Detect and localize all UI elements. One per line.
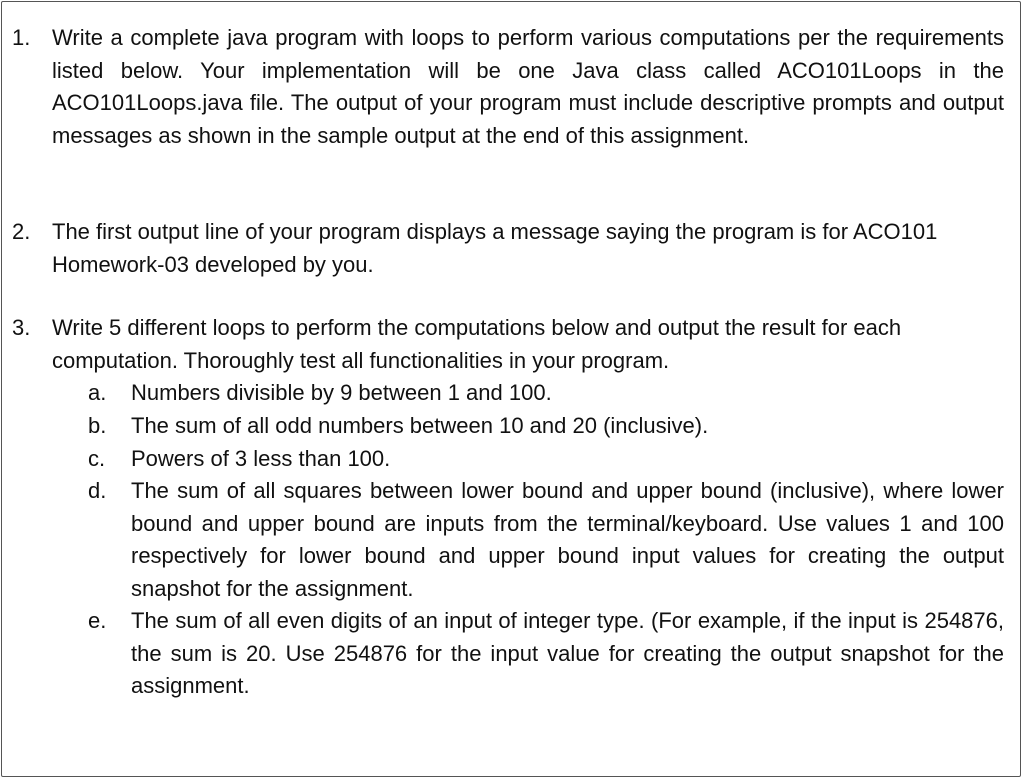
subitem-letter: a. bbox=[88, 380, 107, 405]
item-number: 2. bbox=[12, 219, 31, 244]
item-text: Write 5 different loops to perform the computations below and output the result for each computation. Thoroughly test all functionalities in your program. bbox=[52, 315, 902, 373]
subitem-text: Numbers divisible by 9 between 1 and 100. bbox=[131, 380, 552, 405]
item-number: 3. bbox=[12, 315, 31, 340]
subitem-letter: c. bbox=[88, 446, 106, 471]
subitem-letter: b. bbox=[88, 413, 107, 438]
item-text: Write a complete java program with loops to perform various computations per the requirements listed below. Your implementation will be one Java class called ACO101Loops in the ACO101Loops.java file. The output of your program must include descriptive prompts and output messages as shown in the sample output at the end of this assignment. bbox=[52, 25, 1004, 148]
subitem-letter: e. bbox=[88, 608, 107, 633]
subitem-letter: d. bbox=[88, 478, 107, 503]
item-text: The first output line of your program displays a message saying the program is for ACO101 Homework-03 developed by you. bbox=[52, 219, 938, 277]
subitem-text: The sum of all odd numbers between 10 and 20 (inclusive). bbox=[131, 413, 709, 438]
subitem-text: The sum of all squares between lower bound and upper bound (inclusive), where lower bound and upper bound are inputs from the terminal/keyboard. Use values 1 and 100 respectively for lower bound and upper bound input values for creating the output snapshot for the assignment. bbox=[131, 478, 1004, 601]
subitem-text: Powers of 3 less than 100. bbox=[131, 446, 391, 471]
subitem-text: The sum of all even digits of an input of integer type. (For example, if the input is 254876, the sum is 20. Use 254876 for the input value for creating the output snapshot for the assignment. bbox=[131, 608, 1004, 698]
item-number: 1. bbox=[12, 25, 31, 50]
